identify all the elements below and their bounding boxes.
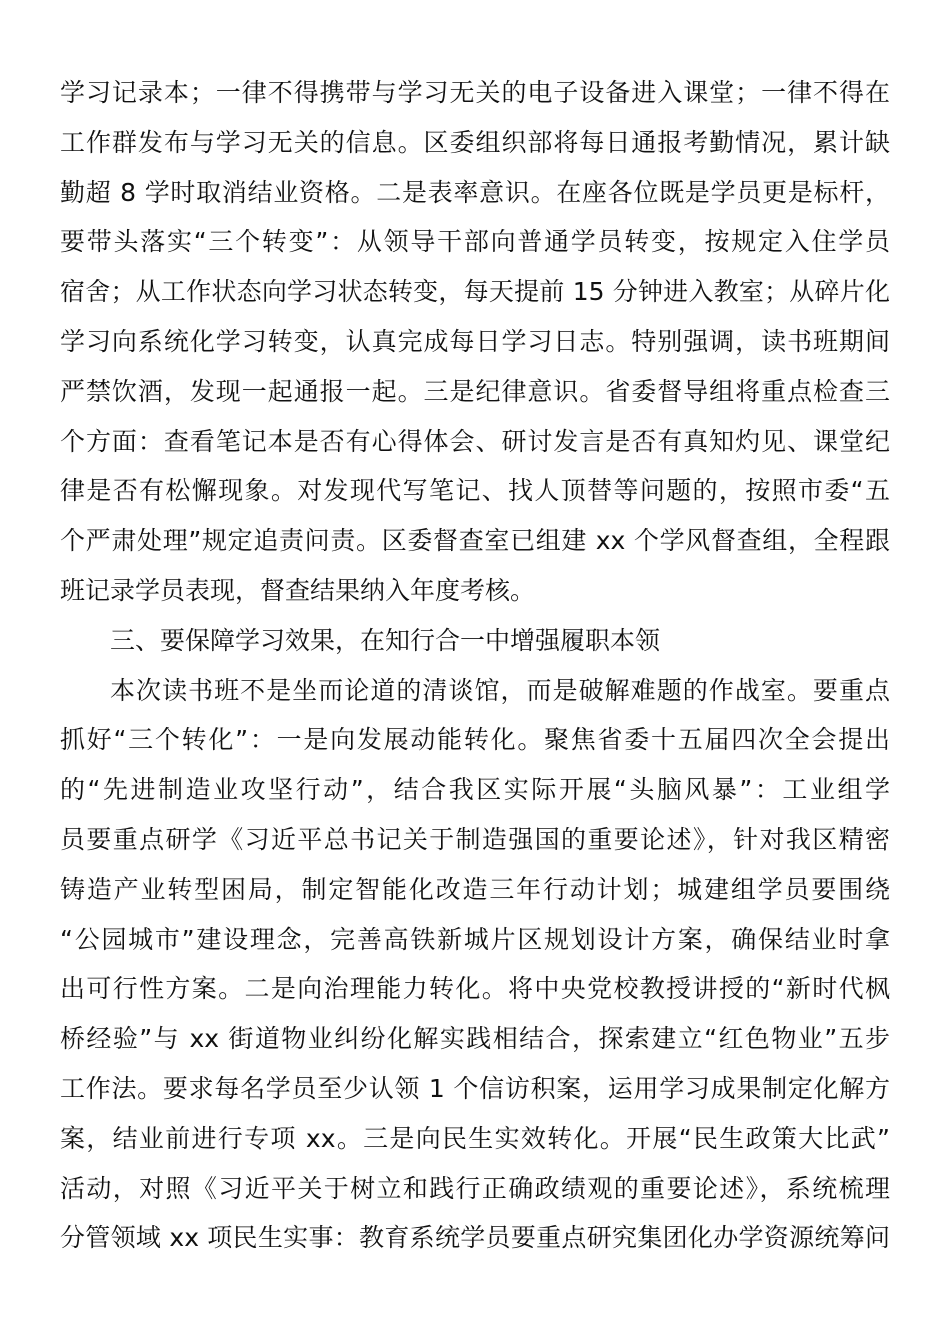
- text-line: 的“先进制造业攻坚行动”，结合我区实际开展“头脑风暴”：工业组学: [60, 775, 890, 805]
- text-line: 宿舍；从工作状态向学习状态转变，每天提前 15 分钟进入教室；从碎片化: [60, 277, 890, 307]
- section-heading: 三、要保障学习效果，在知行合一中增强履职本领: [110, 625, 661, 655]
- text-line: 抓好“三个转化”：一是向发展动能转化。聚焦省委十五届四次全会提出: [60, 725, 890, 755]
- text-line: 员要重点研学《习近平总书记关于制造强国的重要论述》，针对我区精密: [60, 824, 890, 854]
- text-line: 个方面：查看笔记本是否有心得体会、研讨发言是否有真知灼见、课堂纪: [60, 426, 890, 456]
- text-line: 案，结业前进行专项 xx。三是向民生实效转化。开展“民生政策大比武”: [60, 1123, 890, 1153]
- text-line: “公园城市”建设理念，完善高铁新城片区规划设计方案，确保结业时拿: [60, 924, 890, 954]
- text-line: 出可行性方案。二是向治理能力转化。将中央党校教授讲授的“新时代枫: [60, 974, 890, 1004]
- text-line: 桥经验”与 xx 街道物业纠纷化解实践相结合，探索建立“红色物业”五步: [60, 1024, 890, 1054]
- text-line: 工作法。要求每名学员至少认领 1 个信访积案，运用学习成果制定化解方: [60, 1073, 890, 1103]
- document-page: [60, 68, 890, 1263]
- text-line: 勤超 8 学时取消结业资格。二是表率意识。在座各位既是学员更是标杆，: [60, 177, 890, 207]
- text-line: 活动，对照《习近平关于树立和践行正确政绩观的重要论述》，系统梳理: [60, 1173, 890, 1203]
- text-line: 个严肃处理”规定追责问责。区委督查室已组建 xx 个学风督查组，全程跟: [60, 526, 890, 556]
- text-line: 学习记录本；一律不得携带与学习无关的电子设备进入课堂；一律不得在: [60, 78, 890, 107]
- text-line: 学习向系统化学习转变，认真完成每日学习日志。特别强调，读书班期间: [60, 326, 890, 356]
- text-line: 严禁饮酒，发现一起通报一起。三是纪律意识。省委督导组将重点检查三: [60, 376, 890, 406]
- text-line: 铸造产业转型困局，制定智能化改造三年行动计划；城建组学员要围绕: [60, 874, 890, 904]
- paragraph-end-line: 班记录学员表现，督查结果纳入年度考核。: [60, 575, 536, 605]
- text-line: 要带头落实“三个转变”：从领导干部向普通学员转变，按规定入住学员: [60, 227, 890, 257]
- text-line: 工作群发布与学习无关的信息。区委组织部将每日通报考勤情况，累计缺: [60, 127, 890, 157]
- text-line: 律是否有松懈现象。对发现代写笔记、找人顶替等问题的，按照市委“五: [60, 476, 890, 506]
- text-line: 分管领域 xx 项民生实事：教育系统学员要重点研究集团化办学资源统筹问: [60, 1223, 890, 1253]
- paragraph-first-line: 本次读书班不是坐而论道的清谈馆，而是破解难题的作战室。要重点: [110, 675, 890, 705]
